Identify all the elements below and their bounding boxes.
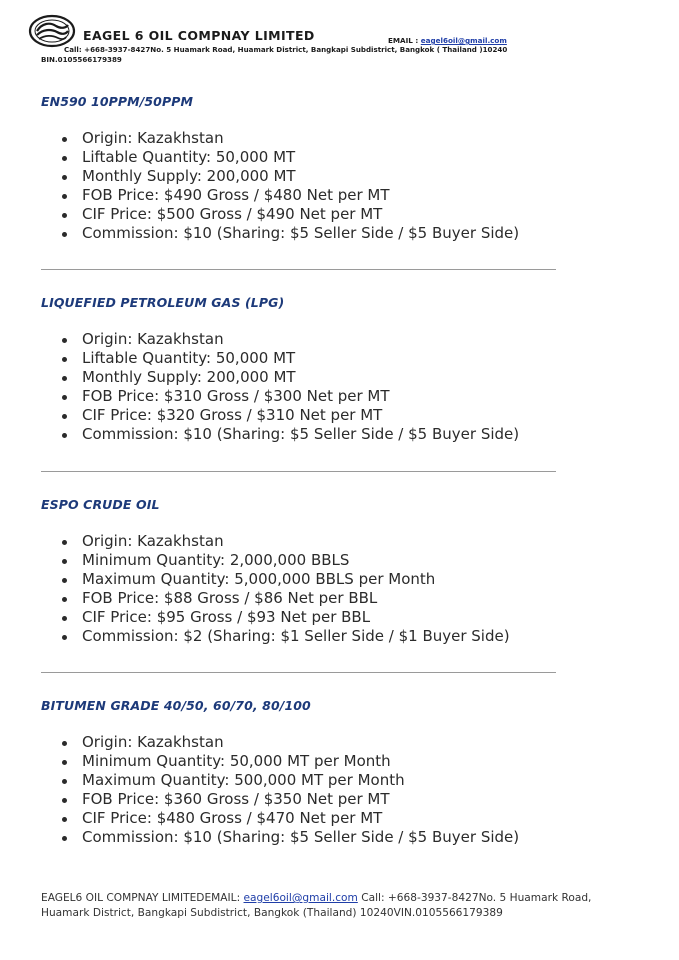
spec-text: CIF Price: $500 Gross / $490 Net per MT: [82, 205, 383, 223]
spec-text: Origin: Kazakhstan: [82, 532, 224, 550]
spec-item: [41, 627, 601, 646]
spec-item: [41, 368, 601, 387]
spec-item: [41, 570, 601, 589]
bullet-icon: [62, 414, 67, 419]
product-section-espo: [41, 497, 601, 646]
spec-item: [41, 186, 601, 205]
spec-item: [41, 771, 601, 790]
company-name: EAGEL 6 OIL COMPNAY LIMITED: [83, 28, 315, 43]
company-logo-icon: [28, 14, 76, 48]
bullet-icon: [62, 760, 67, 765]
spec-text: Liftable Quantity: 50,000 MT: [82, 148, 296, 166]
bullet-icon: [62, 616, 67, 621]
spec-text: Commission: $10 (Sharing: $5 Seller Side / $5 Buyer Side): [82, 425, 520, 443]
bullet-icon: [62, 540, 67, 545]
spec-text: Origin: Kazakhstan: [82, 733, 224, 751]
bullet-icon: [62, 798, 67, 803]
spec-list: [41, 129, 601, 243]
footer-email-link[interactable]: eagel6oil@gmail.com: [243, 892, 358, 904]
header-contact-line: Call: +668-3937-8427No. 5 Huamark Road, Huamark District, Bangkapi Subdistrict, Bangkok ( Thailand )10240: [64, 45, 508, 54]
bullet-icon: [62, 357, 67, 362]
spec-text: CIF Price: $95 Gross / $93 Net per BBL: [82, 608, 371, 626]
section-title: EN590 10PPM/50PPM: [41, 94, 194, 109]
spec-text: CIF Price: $480 Gross / $470 Net per MT: [82, 809, 383, 827]
bullet-icon: [62, 156, 67, 161]
bullet-icon: [62, 376, 67, 381]
footer-prefix: EAGEL6 OIL COMPNAY LIMITEDEMAIL:: [41, 892, 244, 904]
bullet-icon: [62, 433, 67, 438]
bullet-icon: [62, 194, 67, 199]
spec-item: [41, 224, 601, 243]
bullet-icon: [62, 213, 67, 218]
bullet-icon: [62, 175, 67, 180]
spec-item: [41, 330, 601, 349]
product-section-bitumen: [41, 698, 601, 847]
spec-item: [41, 733, 601, 752]
spec-text: Commission: $2 (Sharing: $1 Seller Side / $1 Buyer Side): [82, 627, 510, 645]
spec-item: [41, 828, 601, 847]
page-footer: [41, 891, 641, 921]
spec-item: [41, 387, 601, 406]
spec-text: Monthly Supply: 200,000 MT: [82, 167, 296, 185]
section-title: ESPO CRUDE OIL: [41, 497, 160, 512]
product-section-en590: [41, 94, 601, 243]
spec-item: [41, 406, 601, 425]
section-divider: [41, 269, 556, 270]
spec-item: [41, 551, 601, 570]
bullet-icon: [62, 559, 67, 564]
bullet-icon: [62, 338, 67, 343]
bullet-icon: [62, 817, 67, 822]
spec-item: [41, 425, 601, 444]
spec-text: FOB Price: $360 Gross / $350 Net per MT: [82, 790, 390, 808]
spec-text: Commission: $10 (Sharing: $5 Seller Side / $5 Buyer Side): [82, 224, 520, 242]
spec-item: [41, 532, 601, 551]
spec-item: [41, 752, 601, 771]
product-section-lpg: [41, 295, 601, 444]
section-title: LIQUEFIED PETROLEUM GAS (LPG): [41, 295, 285, 310]
header-email-line: [388, 36, 507, 45]
bullet-icon: [62, 779, 67, 784]
section-divider: [41, 471, 556, 472]
bullet-icon: [62, 137, 67, 142]
header-email-link[interactable]: eagel6oil@gmail.com: [420, 36, 507, 45]
spec-text: Maximum Quantity: 500,000 MT per Month: [82, 771, 405, 789]
spec-text: CIF Price: $320 Gross / $310 Net per MT: [82, 406, 383, 424]
bullet-icon: [62, 395, 67, 400]
bullet-icon: [62, 232, 67, 237]
bullet-icon: [62, 635, 67, 640]
spec-item: [41, 809, 601, 828]
spec-text: Origin: Kazakhstan: [82, 129, 224, 147]
section-title: BITUMEN GRADE 40/50, 60/70, 80/100: [41, 698, 311, 713]
spec-list: [41, 330, 601, 444]
spec-text: FOB Price: $490 Gross / $480 Net per MT: [82, 186, 390, 204]
bullet-icon: [62, 741, 67, 746]
spec-item: [41, 205, 601, 224]
spec-item: [41, 608, 601, 627]
spec-text: FOB Price: $88 Gross / $86 Net per BBL: [82, 589, 378, 607]
spec-item: [41, 790, 601, 809]
spec-text: Maximum Quantity: 5,000,000 BBLS per Month: [82, 570, 436, 588]
footer-contact: Call: +668-3937-8427No. 5 Huamark Road, Huamark District, Bangkapi Subdistrict, Bangkok (Thailand) 10240VIN.0105566179389: [41, 892, 592, 919]
spec-item: [41, 349, 601, 368]
spec-item: [41, 148, 601, 167]
spec-text: Minimum Quantity: 2,000,000 BBLS: [82, 551, 350, 569]
bullet-icon: [62, 578, 67, 583]
spec-text: Liftable Quantity: 50,000 MT: [82, 349, 296, 367]
spec-item: [41, 589, 601, 608]
bullet-icon: [62, 836, 67, 841]
bullet-icon: [62, 597, 67, 602]
spec-item: [41, 167, 601, 186]
spec-text: FOB Price: $310 Gross / $300 Net per MT: [82, 387, 390, 405]
spec-item: [41, 129, 601, 148]
spec-list: [41, 733, 601, 847]
spec-text: Commission: $10 (Sharing: $5 Seller Side / $5 Buyer Side): [82, 828, 520, 846]
header-email-label: EMAIL :: [388, 36, 421, 45]
spec-text: Minimum Quantity: 50,000 MT per Month: [82, 752, 391, 770]
spec-list: [41, 532, 601, 646]
section-divider: [41, 672, 556, 673]
spec-text: Origin: Kazakhstan: [82, 330, 224, 348]
header-bin-number: BIN.0105566179389: [41, 55, 122, 64]
letterhead: [28, 12, 658, 64]
spec-text: Monthly Supply: 200,000 MT: [82, 368, 296, 386]
